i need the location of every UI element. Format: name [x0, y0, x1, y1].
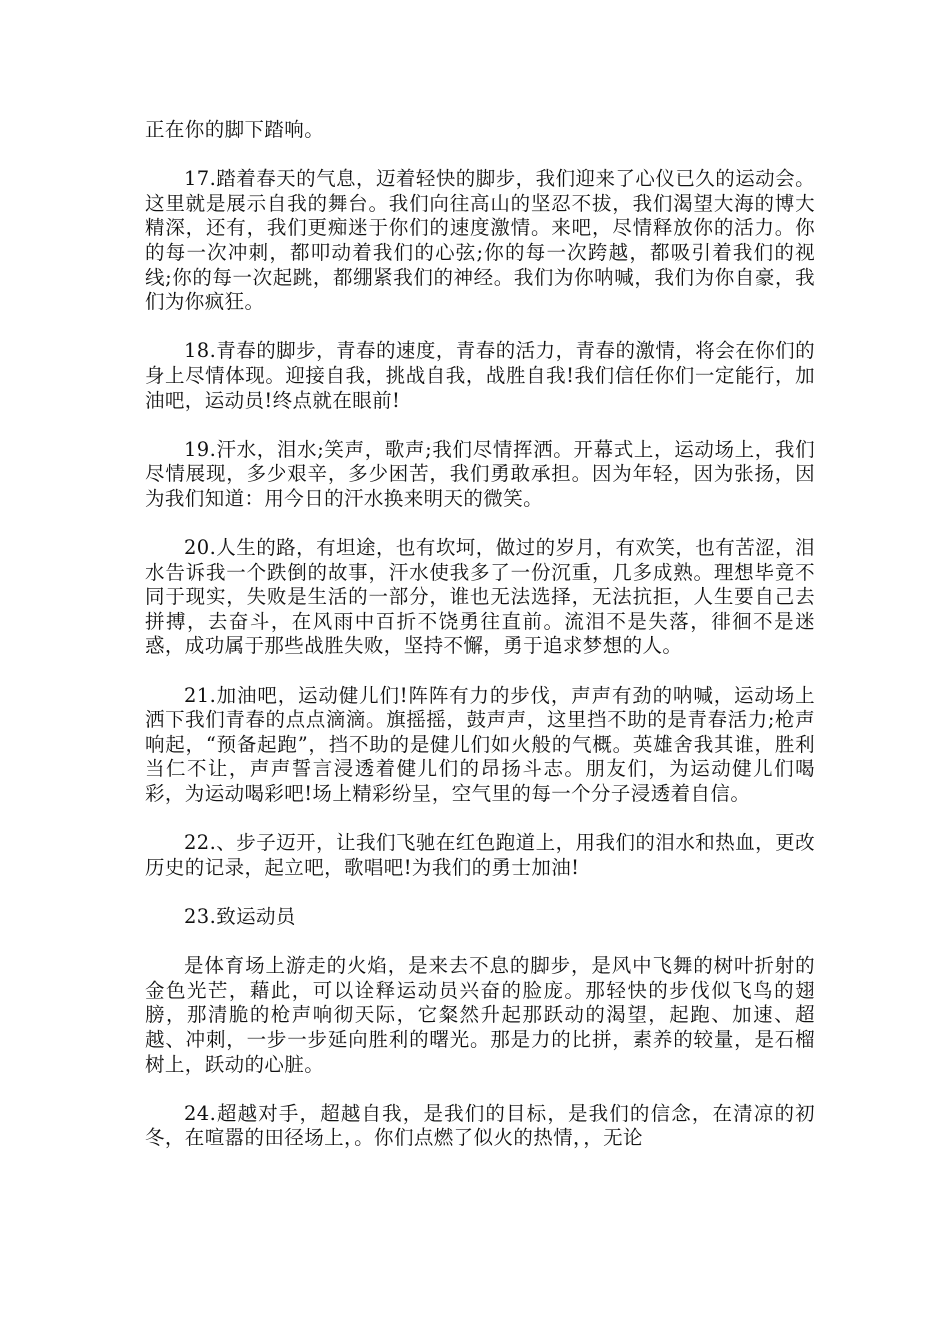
paragraph-continuation: 正在你的脚下踏响。 — [145, 118, 325, 141]
paragraph-23-body: 是体育场上游走的火焰，是来去不息的脚步，是风中飞舞的树叶折射的金色光芒，藉此，可以诠释运动员兴奋的脸庞。那轻快的步伐似飞鸟的翅膀，那清脆的枪声响彻天际，它粲然升起那跃动的渴望，起跑、加速、超越、冲刺，一步一步延向胜利的曙光。那是力的比拼，素养的较量，是石榴树上，跃动的心脏。 — [145, 954, 815, 1076]
paragraph-19: 19.汗水，泪水;笑声，歌声;我们尽情挥洒。开幕式上，运动场上，我们尽情展现，多少艰辛，多少困苦，我们勇敢承担。因为年轻，因为张扬，因为我们知道：用今日的汗水换来明天的微笑。 — [145, 437, 815, 510]
document-body — [145, 118, 815, 1176]
paragraph-17: 17.踏着春天的气息，迈着轻快的脚步，我们迎来了心仪已久的运动会。这里就是展示自我的舞台。我们向往高山的坚忍不拔，我们渴望大海的博大精深，还有，我们更痴迷于你们的速度激情。来吧，尽情释放你的活力。你的每一次冲刺，都叩动着我们的心弦;你的每一次跨越，都吸引着我们的视线;你的每一次起跳，都绷紧我们的神经。我们为你呐喊，我们为你自豪，我们为你疯狂。 — [145, 167, 815, 314]
paragraph-18: 18.青春的脚步，青春的速度，青春的活力，青春的激情，将会在你们的身上尽情体现。迎接自我，挑战自我，战胜自我!我们信任你们一定能行，加油吧，运动员!终点就在眼前! — [145, 339, 815, 412]
paragraph-21: 21.加油吧，运动健儿们!阵阵有力的步伐，声声有劲的呐喊，运动场上洒下我们青春的点点滴滴。旗摇摇，鼓声声，这里挡不助的是青春活力;枪声响起，“预备起跑”，挡不助的是健儿们如火般的气概。英雄舍我其谁，胜利当仁不让，声声誓言浸透着健儿们的昂扬斗志。朋友们，为运动健儿们喝彩，为运动喝彩吧!场上精彩纷呈，空气里的每一个分子浸透着自信。 — [145, 683, 815, 806]
paragraph-22: 22.、步子迈开，让我们飞驰在红色跑道上，用我们的泪水和热血，更改历史的记录，起立吧，歌唱吧!为我们的勇士加油! — [145, 831, 815, 879]
paragraph-24: 24.超越对手，超越自我，是我们的目标，是我们的信念，在清凉的初冬，在喧嚣的田径场上，。你们点燃了似火的热情，，无论 — [145, 1101, 815, 1150]
paragraph-20: 20.人生的路，有坦途，也有坎坷，做过的岁月，有欢笑，也有苦涩，泪水告诉我一个跌倒的故事，汗水使我多了一份沉重，几多成熟。理想毕竟不同于现实，失败是生活的一部分，谁也无法选择，无法抗拒，人生要自己去拼搏，去奋斗，在风雨中百折不饶勇往直前。流泪不是失落，徘徊不是迷惑，成功属于那些战胜失败，坚持不懈，勇于追求梦想的人。 — [145, 536, 815, 658]
paragraph-23-heading: 23.致运动员 — [184, 905, 296, 928]
